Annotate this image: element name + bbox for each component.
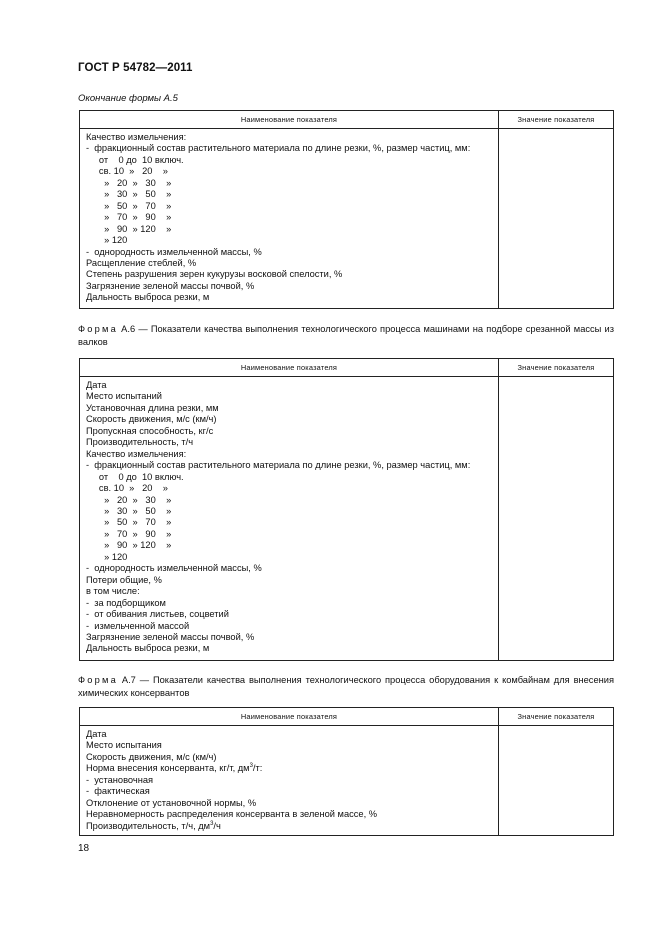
list-item [86,763,498,774]
list-item: » 90 » 120 » [86,540,172,551]
list-item: Дальность выброса резки, м [86,292,210,303]
list-item: - фракционный состав растительного материала по длине резки, %, размер частиц, мм: [86,460,471,471]
list-item: » 50 » 70 » [86,200,172,211]
list-item: - от обивания листьев, соцветий [86,609,229,620]
indicator-names-cell [80,377,499,661]
list-item: Дата [86,380,107,390]
column-header-value: Значение показателя [499,359,614,377]
list-item: Скорость движения, м/с (км/ч) [86,414,217,425]
list-item: Качество измельчения: [86,448,187,459]
list-item: Производительность, т/ч [86,437,194,448]
list-item: » 90 » 120 » [86,223,172,234]
page-number: 18 [78,843,90,854]
list-item: Отклонение от установочной нормы, % [86,797,257,808]
list-item: Дата [86,729,107,739]
indicator-names-cell [80,726,499,836]
form-label: Форма [78,675,118,685]
list-item [86,821,498,832]
list-item: - измельченной массой [86,620,190,631]
list-item: - установочная [86,774,154,785]
list-item: Расщепление стеблей, % [86,257,197,268]
list-item: » 70 » 90 » [86,212,172,223]
list-item: Скорость движения, м/с (км/ч) [86,751,217,762]
list-item: от 0 до 10 включ. [86,471,184,482]
indicator-values-cell [499,377,614,661]
list-item: - фракционный состав растительного материала по длине резки, %, размер частиц, мм: [86,143,471,154]
column-header-value: Значение показателя [499,708,614,726]
superscript: 3 [249,763,253,770]
list-item-suffix: /т: [252,763,263,774]
list-item: » 120 [86,551,128,562]
list-item: Степень разрушения зерен кукурузы восковой спелости, % [86,269,343,280]
list-item: » 30 » 50 » [86,189,172,200]
list-item: » 50 » 70 » [86,517,172,528]
list-item-text: Производительность, т/ч, дм [86,820,211,831]
column-header-name: Наименование показателя [80,708,499,726]
form-a7-table [79,707,614,836]
list-item: Место испытаний [86,391,162,402]
list-item: Пропускная способность, кг/с [86,425,214,436]
list-item: » 20 » 30 » [86,177,172,188]
column-header-name: Наименование показателя [80,359,499,377]
list-item: - однородность измельченной массы, % [86,563,262,574]
list-item: Загрязнение зеленой массы почвой, % [86,280,255,291]
form-a6-table [79,358,614,661]
list-item: - за подборщиком [86,597,166,608]
list-item-suffix: /ч [213,820,221,831]
list-item-text: Норма внесения консерванта, кг/т, дм [86,763,250,774]
list-item: » 30 » 50 » [86,505,172,516]
document-code: ГОСТ Р 54782—2011 [78,62,193,74]
list-item: Загрязнение зеленой массы почвой, % [86,631,255,642]
list-item: - однородность измельченной массы, % [86,246,262,257]
list-item: Неравномерность распределения консерванта в зеленой массе, % [86,809,378,820]
form-a7-caption [78,674,614,700]
list-item: » 70 » 90 » [86,528,172,539]
list-item: - фактическая [86,786,150,797]
column-header-name: Наименование показателя [80,111,499,129]
column-header-value: Значение показателя [499,111,614,129]
indicator-names-cell [80,129,499,309]
form-title: А.6 — Показатели качества выполнения технологического процесса машинами на подборе срезанной массы из валков [78,324,614,347]
list-item: св. 10 » 20 » [86,166,168,177]
indicator-values-cell [499,726,614,836]
list-item: св. 10 » 20 » [86,483,168,494]
form-a5-continuation-caption: Окончание формы А.5 [78,93,178,104]
form-title: А.7 — Показатели качества выполнения технологического процесса оборудования к комбайнам для внесения химических консервантов [78,675,614,698]
form-a5-table [79,110,614,309]
indicator-values-cell [499,129,614,309]
list-item: Дальность выброса резки, м [86,643,210,654]
list-item: Установочная длина резки, мм [86,402,219,413]
list-item: Место испытания [86,740,162,751]
form-a6-caption [78,323,614,349]
list-item: Потери общие, % [86,574,162,585]
list-item: в том числе: [86,586,140,597]
form-label: Форма [78,324,118,334]
list-item: Качество измельчения: [86,132,187,142]
superscript: 3 [210,820,214,827]
list-item: » 120 [86,235,128,246]
list-item: от 0 до 10 включ. [86,154,184,165]
list-item: » 20 » 30 » [86,494,172,505]
